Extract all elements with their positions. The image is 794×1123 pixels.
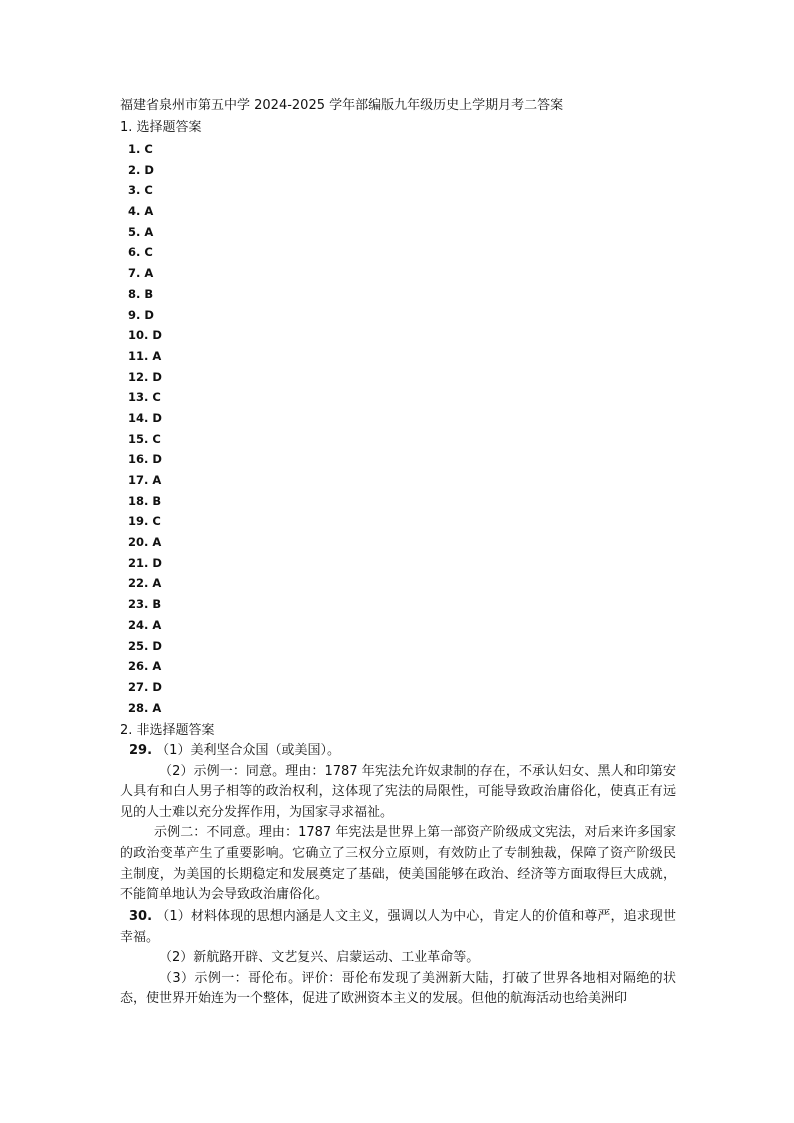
q30-number: 30. [129, 909, 153, 924]
answer-item: 3. C [128, 183, 153, 198]
answer-item: 16. D [128, 452, 162, 467]
answer-item: 4. A [128, 204, 154, 219]
answer-item: 2. D [128, 162, 154, 177]
question-30 [120, 907, 676, 1010]
answer-item: 13. C [128, 390, 161, 405]
document-title: 福建省泉州市第五中学 2024-2025 学年部编版九年级历史上学期月考二答案 [120, 98, 564, 113]
answer-item: 22. A [128, 576, 162, 591]
q30-line1 [120, 907, 676, 948]
answer-item: 10. D [128, 328, 162, 343]
answer-item: 21. D [128, 555, 162, 570]
answer-item: 23. B [128, 597, 162, 612]
question-29 [120, 741, 676, 906]
answer-item: 24. A [128, 617, 162, 632]
answer-item: 12. D [128, 369, 162, 384]
q30-part2: （2）新航路开辟、文艺复兴、启蒙运动、工业革命等。 [159, 950, 480, 966]
answer-item: 15. C [128, 431, 161, 446]
answer-item: 9. D [128, 307, 154, 322]
answer-list [128, 140, 162, 719]
answer-item: 5. A [128, 224, 154, 239]
answer-item: 19. C [128, 514, 161, 529]
answer-item: 27. D [128, 679, 162, 694]
answer-item: 7. A [128, 266, 154, 281]
q29-line1 [120, 741, 676, 762]
section-heading-choice: 1. 选择题答案 [120, 120, 202, 135]
answer-item: 8. B [128, 286, 154, 301]
q30-part1: （1）材料体现的思想内涵是人文主义，强调以人为中心，肯定人的价值和尊严，追求现世幸福。 [120, 909, 676, 945]
answer-item: 20. A [128, 535, 162, 550]
answer-item: 11. A [128, 348, 162, 363]
answer-item: 18. B [128, 493, 162, 508]
q29-part3: 示例二：不同意。理由：1787 年宪法是世界上第一部资产阶级成文宪法，对后来许多国家的政治变革产生了重要影响。它确立了三权分立原则，有效防止了专制独裁，保障了资产阶级民主制度，为美国的长期稳定和发展奠定了基础，使美国能够在政治、经济等方面取得巨大成就，不能简单地认为会导致政治庸俗化。 [120, 825, 676, 903]
q29-part1: （1）美利坚合众国（或美国）。 [156, 743, 340, 758]
answer-item: 14. D [128, 410, 162, 425]
answer-item: 1. C [128, 142, 153, 156]
answer-item: 28. A [128, 700, 162, 715]
section-heading-nonchoice: 2. 非选择题答案 [120, 723, 215, 738]
answer-item: 26. A [128, 659, 162, 674]
q30-part3: （3）示例一：哥伦布。评价：哥伦布发现了美洲新大陆，打破了世界各地相对隔绝的状态，使世界开始连为一个整体，促进了欧洲资本主义的发展。但他的航海活动也给美洲印 [120, 970, 676, 1007]
answer-item: 6. C [128, 245, 153, 260]
answer-item: 25. D [128, 638, 162, 653]
q29-part2: （2）示例一：同意。理由：1787 年宪法允许奴隶制的存在，不承认妇女、黑人和印第安人具有和白人男子相等的政治权利，这体现了宪法的局限性，可能导致政治庸俗化，使真正有远见的人士难以充分发挥作用，为国家寻求福祉。 [120, 763, 676, 820]
answer-item: 17. A [128, 473, 162, 487]
q29-number: 29. [129, 743, 153, 758]
